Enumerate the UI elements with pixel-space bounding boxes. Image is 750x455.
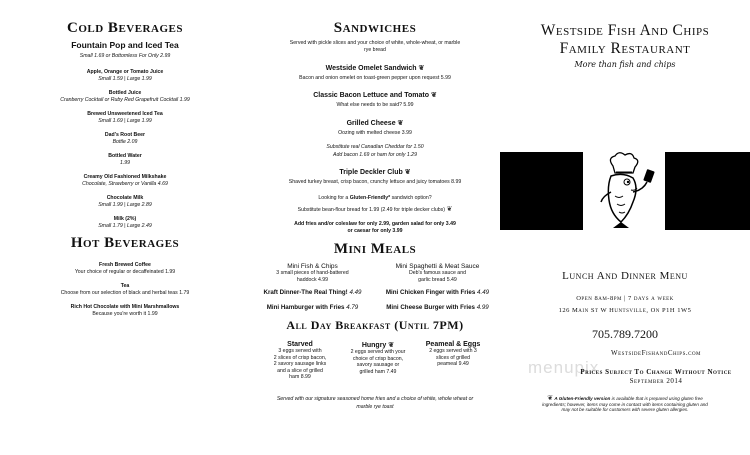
mini-chicken-finger: Mini Chicken Finger with Fries 4.49 (385, 289, 490, 296)
price-notice: Prices Subject To Change Without Notice (580, 368, 732, 376)
westside-omelet-desc: Bacon and onion omelet on toast-green pepper upon request 5.99 (299, 75, 451, 81)
list-item: Tea Choose from our selection of black and herbal teas 1.79 (60, 283, 190, 296)
wheat-icon: ❦ (404, 169, 411, 176)
address: 126 Main St W Huntsville, On P1H 1W5 (558, 307, 692, 314)
mini-spaghetti: Mini Spaghetti & Meat Sauce Deb's famous sauce and garlic bread 5.49 (395, 263, 480, 283)
wheat-icon: ❦ (388, 342, 395, 349)
grilled-cheese-desc: Oozing with melted cheese 3.99 (338, 130, 412, 136)
mini-cheese-burger: Mini Cheese Burger with Fries 4.99 (386, 304, 489, 311)
cover-panel (500, 0, 750, 455)
fountain-price: Small 1.69 or Bottomless For Only 2.99 (79, 53, 171, 59)
sandwiches-intro: Served with pickle slices and your choice of white, whole-wheat, or marble rye bread (289, 40, 461, 53)
fries-addon-2: or caesar for only 3.99 (347, 228, 403, 234)
cold-beverages-heading: Cold Beverages (67, 20, 183, 36)
menu-title: Lunch And Dinner Menu (562, 270, 688, 282)
wheat-icon: ❦ (397, 120, 404, 127)
website[interactable]: WestsideFishandChips.com (610, 349, 702, 357)
list-item: Brewed Unsweetened Iced Tea Small 1.69 | Large 1.99 (87, 111, 163, 124)
fountain-name: Fountain Pop and Iced Tea (71, 40, 179, 50)
westside-omelet-name: Westside Omelet Sandwich ❦ (325, 65, 425, 72)
restaurant-subtitle: Family Restaurant (559, 40, 691, 57)
hot-beverages-heading: Hot Beverages (70, 235, 180, 251)
gluten-option: Looking for a Gluten-Friendly* sandwich option? (318, 195, 432, 201)
substitute-cheddar: Substitute real Canadian Cheddar for 1.50 (326, 144, 424, 150)
list-item: Apple, Orange or Tomato Juice Small 1.59 | Large 1.99 (86, 69, 164, 82)
blt-name: Classic Bacon Lettuce and Tomato ❦ (313, 92, 437, 99)
breakfast-heading: All Day Breakfast (Until 7PM) (286, 318, 464, 332)
wheat-icon: ❦ (430, 92, 437, 99)
grilled-cheese-name: Grilled Cheese ❦ (346, 120, 404, 127)
sandwiches-heading: Sandwiches (333, 20, 417, 36)
gluten-substitute: Substitute bean-flour bread for 1.99 (2.49 for triple decker clubs) ❦ (297, 206, 453, 213)
food-panel (250, 0, 500, 455)
hours: Open 8am-8pm | 7 days a week (576, 295, 674, 302)
hot-list (0, 262, 250, 325)
breakfast-hungry: Hungry ❦ 2 eggs served with your choice of crisp bacon, savory sausage or grilled ham 7.49 (350, 342, 406, 375)
list-item: Chocolate Milk Small 1.99 | Large 2.89 (98, 195, 152, 208)
cold-list (0, 69, 250, 237)
notice-date: September 2014 (629, 377, 683, 385)
breakfast-footer-2: marble rye toast (356, 404, 394, 410)
wheat-icon: ❦ (547, 395, 554, 402)
list-item: Dad's Root Beer Bottle 2.09 (104, 132, 146, 145)
list-item: Bottled Juice Cranberry Cocktail or Ruby Red Grapefruit Cocktail 1.99 (60, 90, 190, 103)
club-desc: Shaved turkey breast, crisp bacon, crunchy lettuce and juicy tomatoes 8.99 (288, 179, 462, 185)
kraft-dinner: Kraft Dinner-The Real Thing! 4.49 (263, 289, 362, 296)
add-bacon: Add bacon 1.69 or ham for only 1.29 (333, 152, 417, 158)
breakfast-footer-1: Served with our signature seasoned home fries and a choice of white, whole wheat or (276, 396, 474, 402)
gluten-disclaimer: ❦ A Gluten-Friendly version is available that is prepared using gluten free ingredients; however, items may come in contact with items containing gluten and may not be suitable for customers with severe gluten allergies. (542, 395, 708, 413)
menupix-watermark: menupix (528, 358, 600, 377)
phone: 705.789.7200 (592, 327, 658, 341)
club-name: Triple Deckler Club ❦ (339, 169, 411, 176)
list-item: Creamy Old Fashioned Milkshake Chocolate, Strawberry or Vanilla 4.69 (82, 174, 168, 187)
mini-hamburger: Mini Hamburger with Fries 4.79 (266, 304, 359, 311)
breakfast-peameal: Peameal & Eggs 2 eggs served with 3 slices of grilled peameal 9.49 (425, 341, 481, 368)
fries-addon-1: Add fries and/or coleslaw for only 2.99, garden salad for only 3.49 (294, 221, 456, 227)
list-item: Milk (2%) Small 1.79 | Large 2.49 (98, 216, 152, 229)
list-item: Bottled Water 1.99 (108, 153, 142, 166)
mini-meals-heading: Mini Meals (333, 241, 417, 257)
list-item: Fresh Brewed Coffee Your choice of regular or decaffeinated 1.99 (74, 262, 176, 275)
wheat-icon: ❦ (446, 206, 453, 213)
mini-fish-chips: Mini Fish & Chips 3 small pieces of hand-battered haddock 4.99 (276, 263, 349, 283)
beverages-panel (0, 0, 250, 455)
tagline: More than fish and chips (574, 60, 676, 69)
restaurant-name: Westside Fish And Chips (540, 22, 710, 39)
fish-chef-icon (583, 152, 665, 230)
blt-desc: What else needs to be said? 5.99 (336, 102, 414, 108)
wheat-icon: ❦ (418, 65, 425, 72)
list-item: Rich Hot Chocolate with Mini Marshmallows Because you're worth it 1.99 (70, 304, 180, 317)
breakfast-starved: Starved 3 eggs served with 2 slices of crisp bacon, 2 savory sausage links and a slice of grilled ham 8.99 (273, 341, 327, 381)
